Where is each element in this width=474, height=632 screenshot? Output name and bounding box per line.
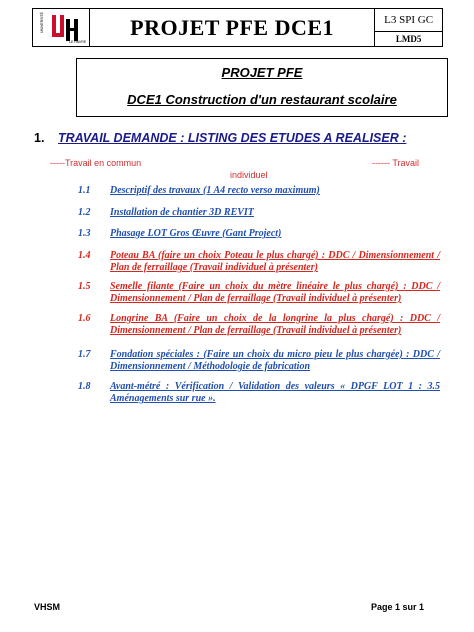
level-label: L3 SPI GC	[375, 9, 442, 32]
program-label: LMD5	[395, 34, 422, 44]
study-item-text: Longrine BA (Faire un choix de la longrine la plus chargé) : DDC / Dimensionnement / Plan de ferraillage (Travail individuel à présenter)	[110, 313, 440, 336]
study-item-text: Fondation spéciales : (Faire un choix du micro pieu le plus chargée) : DDC / Dimensionnement / Méthodologie de fabrication	[110, 349, 440, 372]
project-title-box	[76, 58, 448, 117]
study-item-text: Installation de chantier 3D REVIT	[110, 207, 254, 218]
study-item-number: 1.4	[78, 250, 91, 261]
study-item-number: 1.3	[78, 228, 91, 239]
level-cell	[375, 9, 442, 46]
legend-common-work: -----Travail en commun	[50, 158, 142, 168]
study-item-text: Descriptif des travaux (1 A4 recto verso maximum)	[110, 185, 320, 196]
study-item-text: Poteau BA (faire un choix Poteau le plus chargé) : DDC / Dimensionnement / Plan de ferraillage (Travail individuel à présenter)	[110, 250, 440, 273]
study-item-text: Phasage LOT Gros Œuvre (Gant Project)	[110, 228, 282, 239]
study-item-number: 1.1	[78, 185, 91, 196]
study-item-number: 1.7	[78, 349, 91, 360]
footer-author: VHSM	[34, 602, 61, 612]
university-logo	[33, 9, 90, 46]
footer-page-number: Page 1 sur 1	[371, 602, 425, 612]
section-number: 1.	[34, 131, 45, 145]
legend-individual-work: ------ Travail	[372, 158, 419, 168]
section-heading	[34, 131, 406, 145]
project-title-line1: PROJET PFE	[221, 65, 303, 80]
header-table	[32, 8, 443, 47]
project-title-line2: DCE1 Construction d'un restaurant scolaire	[127, 92, 397, 107]
study-item-number: 1.2	[78, 207, 91, 218]
legend-individual-work-cont: individuel	[230, 170, 268, 180]
logo-graphic	[33, 9, 89, 46]
study-item-text: Semelle filante (Faire un choix du mètre linéaire le plus chargé) : DDC / Dimensionnement / Plan de ferraillage (Travail individuel à présenter)	[110, 281, 440, 304]
section-title: TRAVAIL DEMANDE : LISTING DES ETUDES A REALISER :	[58, 131, 407, 145]
study-item-number: 1.5	[78, 281, 91, 292]
study-item-number: 1.8	[78, 381, 91, 392]
logo-text-right: LE HAVRE	[69, 40, 87, 44]
document-title: PROJET PFE DCE1	[90, 9, 375, 46]
logo-text-left: UNIVERSITÉ	[40, 11, 44, 33]
study-item-number: 1.6	[78, 313, 91, 324]
study-item-text: Avant-métré : Vérification / Validation des valeurs « DPGF LOT 1 : 3.5 Aménagements sur rue ».	[110, 381, 440, 404]
